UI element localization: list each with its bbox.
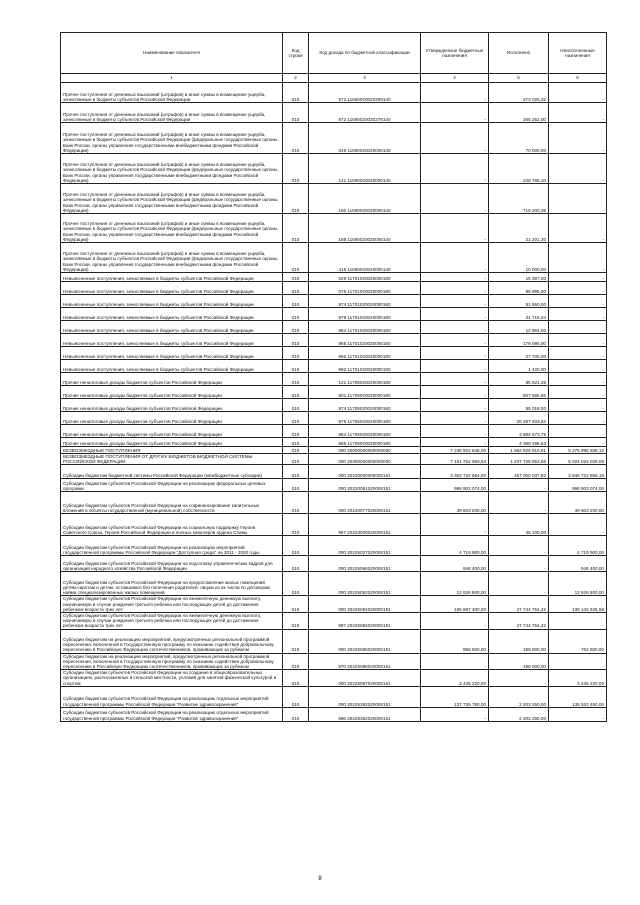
- table-row: [61, 360, 607, 373]
- row-code: 010: [283, 184, 309, 214]
- row-unexecuted: -: [549, 360, 607, 373]
- row-name: Невыясненные поступления, зачисляемые в бюджеты субъектов Российской Федерации: [61, 347, 283, 360]
- row-code: 010: [283, 629, 309, 653]
- row-code: 010: [283, 83, 309, 103]
- table-row: [61, 308, 607, 321]
- table-row: [61, 184, 607, 214]
- row-unexecuted: -: [549, 273, 607, 282]
- row-approved: -: [421, 154, 489, 184]
- row-unexecuted: -: [549, 347, 607, 360]
- row-code: 010: [283, 282, 309, 295]
- col-number: 3: [309, 74, 421, 83]
- header-code: Код строки: [283, 33, 309, 74]
- row-unexecuted: -: [549, 386, 607, 399]
- row-kbk: 974 11705020020000180: [309, 399, 421, 412]
- row-approved: 7 238 922 846,00: [421, 447, 489, 454]
- row-code: 010: [283, 492, 309, 514]
- row-unexecuted: -: [549, 514, 607, 536]
- row-code: 010: [283, 399, 309, 412]
- row-name: Субсидии бюджетам субъектов Российской Федерации на подготовку управленческих кадров для организаций народного хозяйства Российской Федерации: [61, 556, 283, 572]
- row-approved: -: [421, 103, 489, 123]
- table-row: [61, 399, 607, 412]
- table-row: [61, 536, 607, 556]
- row-approved: 39 603 200,00: [421, 492, 489, 514]
- row-code: 010: [283, 514, 309, 536]
- row-unexecuted: -: [549, 214, 607, 243]
- row-executed: 70 000,00: [489, 123, 549, 154]
- row-approved: -: [421, 399, 489, 412]
- row-executed: 373 025,32: [489, 83, 549, 103]
- row-kbk: 986 20225382020000151: [309, 707, 421, 721]
- header-approved: Утвержденные бюджетные назначения: [421, 33, 489, 74]
- row-executed: 27 706,00: [489, 347, 549, 360]
- page-number: 8: [318, 876, 322, 882]
- row-code: 010: [283, 334, 309, 347]
- row-executed: -: [489, 479, 549, 492]
- table-row: [61, 556, 607, 572]
- report-sheet: [60, 32, 606, 722]
- row-unexecuted: -: [549, 438, 607, 447]
- row-code: 010: [283, 556, 309, 572]
- table-row: [61, 572, 607, 596]
- row-code: 010: [283, 360, 309, 373]
- row-executed: 265 252,00: [489, 103, 549, 123]
- row-name: Субсидии бюджетам субъектов Российской Федерации на реализацию мероприятий государственной программы Российской Федерации "Доступная среда" на 2011 - 2020 годы: [61, 536, 283, 556]
- row-kbk: 000 20225066020000151: [309, 556, 421, 572]
- table-row: [61, 83, 607, 103]
- row-code: 010: [283, 321, 309, 334]
- row-name: Субсидии бюджетам субъектов Российской Федерации на реализацию федеральных целевых программ: [61, 479, 283, 492]
- row-kbk: 188 11690020020000140: [309, 214, 421, 243]
- row-executed: 27 744 754,42: [489, 613, 549, 630]
- row-kbk: 987 20223009020000151: [309, 514, 421, 536]
- row-code: 010: [283, 347, 309, 360]
- row-executed: 15 397,00: [489, 273, 549, 282]
- row-code: 010: [283, 447, 309, 454]
- table-row: [61, 670, 607, 687]
- table-row: [61, 103, 607, 123]
- row-name: Прочее поступления от денежных взысканий (штрафов) и иные суммы в возмещение ущерба, зачисляемые в бюджеты субъектов Российской Федерации (федеральные государственные органы, Банк России, органы управления государственными внебюджетными фондами Российской Федерации): [61, 214, 283, 243]
- row-unexecuted: -: [549, 334, 607, 347]
- col-number: 5: [489, 74, 549, 83]
- row-kbk: 000 20225084020000151: [309, 596, 421, 613]
- row-kbk: 000 20225382020000151: [309, 686, 421, 707]
- table-row: [61, 454, 607, 465]
- row-code: 010: [283, 425, 309, 438]
- table-row: [61, 613, 607, 630]
- row-code: 010: [283, 373, 309, 386]
- row-kbk: 415 11690020020000140: [309, 243, 421, 273]
- row-code: 010: [283, 465, 309, 479]
- table-row: [61, 282, 607, 295]
- row-approved: 12 626 800,00: [421, 572, 489, 596]
- table-row: [61, 412, 607, 425]
- row-code: 010: [283, 438, 309, 447]
- row-name: Прочее поступления от денежных взысканий (штрафов) и иные суммы в возмещение ущерба, зачисляемые в бюджеты субъектов Российской Федерации (федеральные государственные органы, Банк России, органы управления государственными внебюджетными фондами Российской Федерации): [61, 123, 283, 154]
- col-number: 6: [549, 74, 607, 83]
- col-number: 2: [283, 74, 309, 83]
- row-approved: -: [421, 184, 489, 214]
- row-kbk: 987 20225084020000151: [309, 613, 421, 630]
- row-executed: 2 203 250,00: [489, 686, 549, 707]
- table-row: [61, 686, 607, 707]
- row-kbk: 974 11701020020000180: [309, 295, 421, 308]
- row-unexecuted: -: [549, 653, 607, 670]
- row-unexecuted: 5 924 024 029,08: [549, 454, 607, 465]
- row-approved: -: [421, 386, 489, 399]
- row-name: Невыясненные поступления, зачисляемые в бюджеты субъектов Российской Федерации: [61, 273, 283, 282]
- row-kbk: 000 20200000000000000: [309, 454, 421, 465]
- row-name: Прочее поступления от денежных взысканий (штрафов) и иные суммы в возмещение ущерба, зачисляемые в бюджеты субъектов Российской Федерации (федеральные государственные органы, Банк России, органы управления государственными внебюджетными фондами Российской Федерации): [61, 154, 283, 184]
- row-executed: 27 744 754,42: [489, 596, 549, 613]
- row-approved: -: [421, 412, 489, 425]
- row-code: 010: [283, 386, 309, 399]
- row-code: 010: [283, 613, 309, 630]
- row-unexecuted: -: [549, 321, 607, 334]
- row-executed: 1 420,00: [489, 360, 549, 373]
- row-executed: 26 297 403,52: [489, 412, 549, 425]
- row-unexecuted: -: [549, 399, 607, 412]
- row-executed: 10 000,00: [489, 243, 549, 273]
- row-code: 010: [283, 214, 309, 243]
- row-name: Прочее поступления от денежных взысканий (штрафов) и иные суммы в возмещение ущерба, зачисляемые в бюджеты субъектов Российской Федерации (федеральные государственные органы, Банк России, органы управления государственными внебюджетными фондами Российской Федерации): [61, 243, 283, 273]
- row-unexecuted: -: [549, 707, 607, 721]
- row-executed: 3 884 673,75: [489, 425, 549, 438]
- row-unexecuted: 39 603 200,00: [549, 492, 607, 514]
- table-row: [61, 653, 607, 670]
- row-name: Субсидии бюджетам на реализацию мероприятий, предусмотренных региональной программой переселения, включенной в Государственную программу по оказанию содействия добровольному переселению в Российскую Федерацию соотечественников, проживающих за рубежом: [61, 629, 283, 653]
- row-unexecuted: -: [549, 308, 607, 321]
- table-row: [61, 154, 607, 184]
- table-row: [61, 425, 607, 438]
- row-name: Невыясненные поступления, зачисляемые в бюджеты субъектов Российской Федерации: [61, 360, 283, 373]
- row-unexecuted: 998 903 074,00: [549, 479, 607, 492]
- row-code: 010: [283, 454, 309, 465]
- row-approved: -: [421, 373, 489, 386]
- row-unexecuted: -: [549, 613, 607, 630]
- row-name: Субсидии бюджетам субъектов Российской Федерации на реализацию отдельных мероприятий государственной программы Российской Федерации "Развитие здравоохранения": [61, 707, 283, 721]
- table-row: [61, 273, 607, 282]
- row-code: 010: [283, 670, 309, 687]
- row-unexecuted: 135 532 450,00: [549, 686, 607, 707]
- row-code: 010: [283, 243, 309, 273]
- row-kbk: 029 11701020020000180: [309, 273, 421, 282]
- row-unexecuted: -: [549, 123, 607, 154]
- row-code: 010: [283, 123, 309, 154]
- table-row: [61, 465, 607, 479]
- row-name: Субсидии бюджетам субъектов Российской Федерации на социальную поддержку Героев Советского Союза, Героев Российской Федерации и полных кавалеров ордена Славы: [61, 514, 283, 536]
- row-approved: -: [421, 347, 489, 360]
- row-kbk: 000 20220077020000151: [309, 492, 421, 514]
- row-kbk: 000 20220051020000151: [309, 479, 421, 492]
- row-name: Прочие неналоговые доходы бюджетов субъектов Российской Федерации: [61, 399, 283, 412]
- row-approved: 4 719 900,00: [421, 536, 489, 556]
- row-executed: -: [489, 572, 549, 596]
- header-executed: Исполнено: [489, 33, 549, 74]
- row-kbk: 985 11701020020000180: [309, 334, 421, 347]
- row-executed: -: [489, 536, 549, 556]
- row-kbk: 000 20220000000000151: [309, 465, 421, 479]
- table-row: [61, 629, 607, 653]
- row-approved: 958 600,00: [421, 629, 489, 653]
- row-name: Субсидии бюджетам на реализацию мероприятий, предусмотренных региональной программой переселения, включенной в Государственную программу по оказанию содействия добровольному переселению в Российскую Федерацию соотечественников, проживающих за рубежом: [61, 653, 283, 670]
- row-code: 010: [283, 103, 309, 123]
- row-approved: -: [421, 360, 489, 373]
- row-name: Невыясненные поступления, зачисляемые в бюджеты субъектов Российской Федерации: [61, 308, 283, 321]
- row-name: Прочие неналоговые доходы бюджетов субъектов Российской Федерации: [61, 373, 283, 386]
- row-executed: 45 100,00: [489, 514, 549, 536]
- row-kbk: 000 20225027020000151: [309, 536, 421, 556]
- col-number: 1: [61, 74, 283, 83]
- row-executed: 55 018,00: [489, 399, 549, 412]
- row-unexecuted: 3 435 220,00: [549, 670, 607, 687]
- table-row: [61, 295, 607, 308]
- row-executed: 2 203 250,00: [489, 707, 549, 721]
- row-kbk: 000 20225097020000151: [309, 670, 421, 687]
- row-unexecuted: -: [549, 83, 607, 103]
- row-approved: 948 400,00: [421, 556, 489, 572]
- row-unexecuted: -: [549, 184, 607, 214]
- row-executed: -: [489, 492, 549, 514]
- row-kbk: 000 20225082020000151: [309, 572, 421, 596]
- row-unexecuted: -: [549, 412, 607, 425]
- row-executed: 457 000 037,82: [489, 465, 549, 479]
- row-code: 010: [283, 596, 309, 613]
- row-executed: 1 962 926 910,91: [489, 447, 549, 454]
- table-row: [61, 321, 607, 334]
- row-kbk: 986 11701020020000180: [309, 347, 421, 360]
- row-kbk: 075 11701020020000180: [309, 282, 421, 295]
- row-kbk: 978 11701020020000180: [309, 308, 421, 321]
- row-executed: -: [489, 556, 549, 572]
- header-unexecuted: Неисполненные назначения: [549, 33, 607, 74]
- row-unexecuted: -: [549, 295, 607, 308]
- row-name: Субсидии бюджетам бюджетной системы Российской Федерации (межбюджетные субсидии): [61, 465, 283, 479]
- row-kbk: 141 11690020020000140: [309, 154, 421, 184]
- row-unexecuted: 4 719 900,00: [549, 536, 607, 556]
- row-name: Субсидии бюджетам субъектов Российской Федерации на ежемесячную денежную выплату, назначаемую в случае рождения третьего ребенка или последующих детей до достижения ребенком возраста трех лет: [61, 596, 283, 613]
- row-approved: -: [421, 514, 489, 536]
- table-row: [61, 386, 607, 399]
- table-row: [61, 707, 607, 721]
- row-code: 010: [283, 273, 309, 282]
- row-name: Прочие неналоговые доходы бюджетов субъектов Российской Федерации: [61, 386, 283, 399]
- row-executed: 12 964,00: [489, 321, 549, 334]
- row-kbk: 972 11690020020309140: [309, 83, 421, 103]
- row-approved: -: [421, 707, 489, 721]
- row-kbk: 048 11690020020000140: [309, 123, 421, 154]
- row-name: БЕЗВОЗМЕЗДНЫЕ ПОСТУПЛЕНИЯ: [61, 447, 283, 454]
- row-unexecuted: -: [549, 373, 607, 386]
- row-code: 010: [283, 653, 309, 670]
- table-row: [61, 373, 607, 386]
- row-name: Невыясненные поступления, зачисляемые в бюджеты субъектов Российской Федерации: [61, 295, 283, 308]
- row-name: Прочее поступления от денежных взысканий (штрафов) и иные суммы в возмещение ущерба, зачисляемые в бюджеты субъектов Российской Федерации (федеральные государственные органы, Банк России, органы управления государственными внебюджетными фондами Российской Федерации): [61, 184, 283, 214]
- table-row: [61, 447, 607, 454]
- row-name: Субсидии бюджетам субъектов Российской Федерации на софинансирование капитальных вложений в объекты государственной (муниципальной) собственности: [61, 492, 283, 514]
- row-unexecuted: 12 626 800,00: [549, 572, 607, 596]
- row-kbk: 160 11690020020000140: [309, 184, 421, 214]
- row-kbk: 801 11705020020000180: [309, 386, 421, 399]
- table-row: [61, 596, 607, 613]
- row-executed: 51 650,00: [489, 295, 549, 308]
- row-name: Прочие неналоговые доходы бюджетов субъектов Российской Федерации: [61, 425, 283, 438]
- row-name: Субсидии бюджетам субъектов Российской Федерации на создание в общеобразовательных организациях, расположенных в сельской местности, условий для занятий физической культурой и спортом: [61, 670, 283, 687]
- row-unexecuted: -: [549, 243, 607, 273]
- row-approved: -: [421, 83, 489, 103]
- row-unexecuted: 5 275 995 935,12: [549, 447, 607, 454]
- row-unexecuted: -: [549, 282, 607, 295]
- row-name: Субсидии бюджетам субъектов Российской Федерации на предоставление жилых помещений детям-сиротам и детям, оставшимся без попечения родителей, лицам из их числа по договорам найма специализированных жилых помещений: [61, 572, 283, 596]
- row-approved: -: [421, 214, 489, 243]
- row-executed: 248 765,10: [489, 154, 549, 184]
- row-name: Невыясненные поступления, зачисляемые в бюджеты субъектов Российской Федерации: [61, 282, 283, 295]
- row-kbk: 985 11705020020000180: [309, 438, 421, 447]
- row-approved: -: [421, 282, 489, 295]
- row-code: 010: [283, 707, 309, 721]
- row-executed: 99 995,00: [489, 282, 549, 295]
- row-name: Субсидии бюджетам субъектов Российской Федерации на ежемесячную денежную выплату, назначаемую в случае рождения третьего ребенка или последующих детей до достижения ребенком возраста трех лет: [61, 613, 283, 630]
- row-code: 010: [283, 154, 309, 184]
- row-approved: -: [421, 613, 489, 630]
- row-approved: -: [421, 425, 489, 438]
- row-name: Прочее поступления от денежных взысканий (штрафов) и иные суммы в возмещение ущерба, зачисляемые в бюджеты субъектов Российской Федерации: [61, 83, 283, 103]
- row-approved: -: [421, 653, 489, 670]
- row-code: 010: [283, 572, 309, 596]
- row-kbk: 984 11705020020000180: [309, 425, 421, 438]
- row-approved: -: [421, 273, 489, 282]
- row-code: 010: [283, 412, 309, 425]
- row-approved: -: [421, 438, 489, 447]
- row-executed: 1 237 728 953,86: [489, 454, 549, 465]
- row-approved: 137 735 780,00: [421, 686, 489, 707]
- table-row: [61, 347, 607, 360]
- row-executed: 176 086,00: [489, 334, 549, 347]
- row-unexecuted: 948 400,00: [549, 556, 607, 572]
- row-approved: -: [421, 308, 489, 321]
- row-approved: -: [421, 334, 489, 347]
- table-row: [61, 492, 607, 514]
- row-code: 010: [283, 308, 309, 321]
- table-row: [61, 123, 607, 154]
- row-executed: 31 716,04: [489, 308, 549, 321]
- row-executed: -: [489, 670, 549, 687]
- row-name: Субсидии бюджетам субъектов Российской Федерации на реализацию отдельных мероприятий государственной программы Российской Федерации "Развитие здравоохранения": [61, 686, 283, 707]
- table-row: [61, 438, 607, 447]
- row-unexecuted: 762 600,00: [549, 629, 607, 653]
- row-unexecuted: -: [549, 154, 607, 184]
- row-name: БЕЗВОЗМЕЗДНЫЕ ПОСТУПЛЕНИЯ ОТ ДРУГИХ БЮДЖЕТОВ БЮДЖЕТНОЙ СИСТЕМЫ РОССИЙСКОЙ ФЕДЕРАЦИИ: [61, 454, 283, 465]
- table-row: [61, 334, 607, 347]
- row-code: 010: [283, 479, 309, 492]
- col-number: 4: [421, 74, 489, 83]
- row-unexecuted: 138 142 645,58: [549, 596, 607, 613]
- row-kbk: 121 11705020020000180: [309, 373, 421, 386]
- row-kbk: 975 11705020020000180: [309, 412, 421, 425]
- row-approved: 165 887 400,00: [421, 596, 489, 613]
- row-name: Невыясненные поступления, зачисляемые в бюджеты субъектов Российской Федерации: [61, 321, 283, 334]
- row-unexecuted: -: [549, 425, 607, 438]
- table-row: [61, 479, 607, 492]
- row-executed: 507 665,55: [489, 386, 549, 399]
- row-name: Прочие неналоговые доходы бюджетов субъектов Российской Федерации: [61, 412, 283, 425]
- row-name: Прочие неналоговые доходы бюджетов субъектов Российской Федерации: [61, 438, 283, 447]
- row-approved: -: [421, 295, 489, 308]
- header-kbk: Код дохода по бюджетной классификации: [309, 33, 421, 74]
- row-unexecuted: -: [549, 103, 607, 123]
- row-executed: 85 621,36: [489, 373, 549, 386]
- row-executed: 4 399 296,53: [489, 438, 549, 447]
- row-executed: 21 201,30: [489, 214, 549, 243]
- table-row: [61, 243, 607, 273]
- row-kbk: 000 20000000000000000: [309, 447, 421, 454]
- row-executed: 196 000,00: [489, 653, 549, 670]
- income-table: [60, 32, 607, 722]
- row-executed: 196 000,00: [489, 629, 549, 653]
- row-kbk: 992 11701020020000180: [309, 360, 421, 373]
- row-code: 010: [283, 686, 309, 707]
- row-approved: -: [421, 243, 489, 273]
- row-approved: -: [421, 123, 489, 154]
- row-name: Прочее поступления от денежных взысканий (штрафов) и иные суммы в возмещение ущерба, зачисляемые в бюджеты субъектов Российской Федерации: [61, 103, 283, 123]
- header-name: Наименование показателя: [61, 33, 283, 74]
- row-unexecuted: 2 845 722 656,18: [549, 465, 607, 479]
- row-code: 010: [283, 295, 309, 308]
- row-approved: 7 161 752 983,94: [421, 454, 489, 465]
- row-approved: -: [421, 321, 489, 334]
- row-kbk: 000 20225086020000151: [309, 629, 421, 653]
- row-approved: 3 435 220,00: [421, 670, 489, 687]
- row-kbk: 984 11701020020000180: [309, 321, 421, 334]
- row-code: 010: [283, 536, 309, 556]
- table-row: [61, 214, 607, 243]
- row-approved: 998 903 074,00: [421, 479, 489, 492]
- row-approved: 3 302 722 694,00: [421, 465, 489, 479]
- row-kbk: 972 11690020020378140: [309, 103, 421, 123]
- table-row: [61, 514, 607, 536]
- row-kbk: 970 20225086020000151: [309, 653, 421, 670]
- row-name: Невыясненные поступления, зачисляемые в бюджеты субъектов Российской Федерации: [61, 334, 283, 347]
- row-executed: 719 200,39: [489, 184, 549, 214]
